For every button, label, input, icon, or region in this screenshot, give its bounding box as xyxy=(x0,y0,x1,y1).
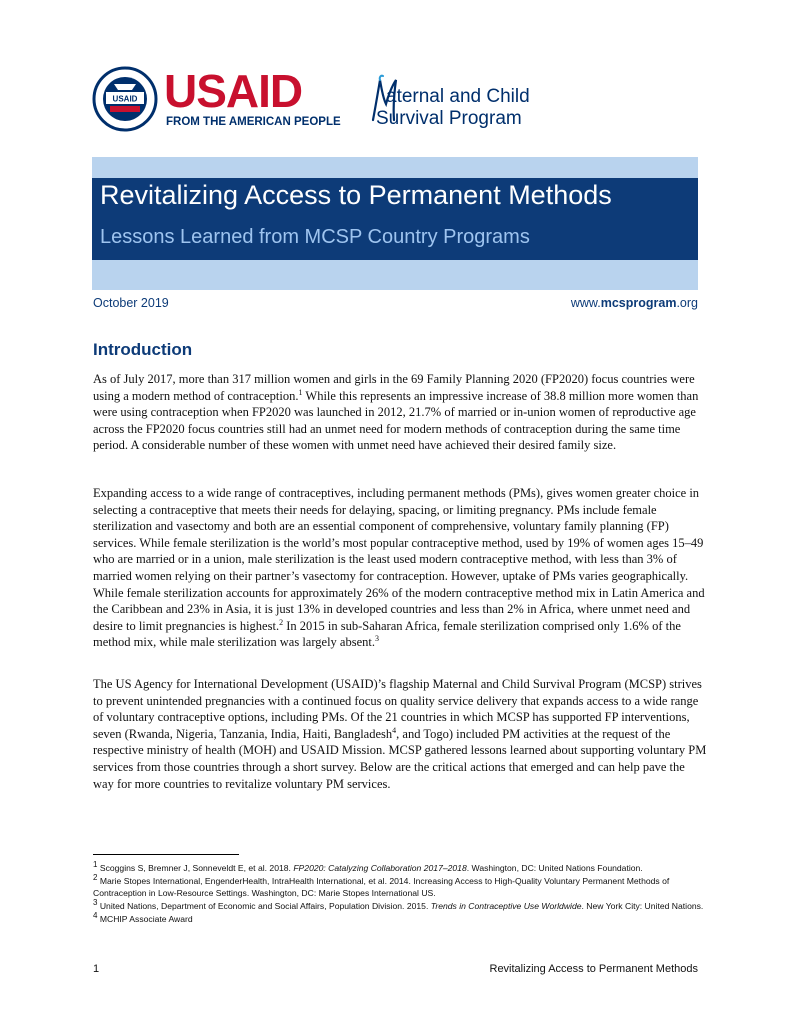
fn1-text-b: . Washington, DC: United Nations Foundation. xyxy=(466,863,643,873)
p1-text-a: As of July 2017, more than 317 million women and girls in the 69 Family Planning 2020 (FP2020) focus countries were using a modern method of contraception. xyxy=(93,372,695,403)
fn3-text-a: United Nations, Department of Economic and Social Affairs, Population Division. 2015. xyxy=(97,901,431,911)
section-heading: Introduction xyxy=(93,340,193,359)
document-title: Revitalizing Access to Permanent Methods xyxy=(100,180,612,210)
footnote-ref-2: 2 xyxy=(279,617,284,627)
footnote-ref-3: 3 xyxy=(375,634,379,644)
paragraph-3 xyxy=(93,676,707,792)
fn3-number: 3 xyxy=(93,898,98,908)
footnote-divider xyxy=(93,854,239,855)
mcsp-line2: Survival Program xyxy=(376,108,522,129)
usaid-seal-icon xyxy=(92,66,158,132)
fn2-text: Marie Stopes International, EngenderHealth, IntraHealth International, et al. 2014. Increasing Access to High-Quality Voluntary Permanent Methods of Contraception in Low-Resource Settings. Washington, DC: Marie Stopes International US. xyxy=(93,876,670,898)
footnote-2 xyxy=(93,875,707,899)
usaid-wordmark: USAID xyxy=(164,65,303,117)
footnote-1 xyxy=(93,862,707,874)
footnote-3 xyxy=(93,900,707,912)
footnote-ref-4: 4 xyxy=(392,725,397,735)
fn2-number: 2 xyxy=(93,873,98,883)
website-link[interactable] xyxy=(571,296,698,310)
paragraph-2 xyxy=(93,485,707,651)
page-number: 1 xyxy=(93,963,100,975)
fn1-title: FP2020: Catalyzing Collaboration 2017–2018 xyxy=(293,863,467,873)
document-subtitle: Lessons Learned from MCSP Country Programs xyxy=(100,226,530,248)
banner-bottom-band xyxy=(92,260,698,290)
p2-text-a: Expanding access to a wide range of contraceptives, including permanent methods (PMs), gives women greater choice in selecting a contraceptive that meets their needs for delaying, spacing, or limiting pregnancy. PMs include female sterilization and vasectomy and both are an essential component of comprehensive, voluntary family planning (FP) services. While female sterilization is the world’s most popular contraceptive method, used by 19% of women ages 15–49 who are married or in a union, male sterilization is the least used modern contraceptive method, with less than 3% of married women relying on their partner’s vasectomy for contraception. However, uptake of PMs varies geographically. While female sterilization accounts for approximately 26% of the modern contraceptive method mix in Latin America and the Caribbean and 23% in Asia, it is just 13% in developed countries and less than 2% in Africa, where unmet need and desire to limit pregnancies is highest. xyxy=(93,486,705,633)
fn1-number: 1 xyxy=(93,860,98,870)
fn4-text: MCHIP Associate Award xyxy=(97,914,193,924)
p2-text-b: In 2015 in sub-Saharan Africa, female sterilization comprised only 1.6% of the method mix, while male sterilization was largely absent. xyxy=(93,618,681,650)
fn3-text-b: . New York City: United Nations. xyxy=(581,901,704,911)
url-bold: mcsprogram xyxy=(600,296,677,310)
fn1-text-a: Scoggins S, Bremner J, Sonneveldt E, et al. 2018. xyxy=(97,863,294,873)
paragraph-1 xyxy=(93,371,707,454)
mcsp-line1: aternal and Child xyxy=(386,86,530,107)
banner-top-band xyxy=(92,157,698,178)
p3-text-a: The US Agency for International Development (USAID)’s flagship Maternal and Child Survival Program (MCSP) strives to prevent unintended pregnancies with a continued focus on quality service delivery that expands access to a wide range of voluntary contraceptive options, including PMs. Of the 21 countries in which MCSP has supported FP interventions, seven (Rwanda, Nigeria, Tanzania, India, Haiti, Bangladesh xyxy=(93,677,702,741)
fn4-number: 4 xyxy=(93,911,98,921)
usaid-logo xyxy=(92,65,341,136)
url-suffix: .org xyxy=(676,296,698,310)
footnote-4 xyxy=(93,913,707,925)
footnotes xyxy=(93,862,707,926)
p3-text-b: , and Togo) included PM activities at the request of the respective ministry of health (MOH) and USAID Mission. MCSP gathered lessons learned about supporting voluntary PM services from those countries through a short survey. Below are the critical actions that emerged and can help pave the way for more countries to revitalize voluntary PM services. xyxy=(93,726,707,791)
fn3-title: Trends in Contraceptive Use Worldwide xyxy=(430,901,582,911)
p1-text-b: While this represents an impressive increase of 38.8 million more women than were using contraception when FP2020 was launched in 2012, 21.7% of married or in-union women of reproductive age across the FP2020 focus countries still had an unmet need for modern methods of contraception during the same time period. A considerable number of these women with unmet need have achieved their desired family size. xyxy=(93,388,699,453)
url-prefix: www. xyxy=(570,296,601,310)
publication-date: October 2019 xyxy=(93,296,169,310)
seal-badge-text: USAID xyxy=(112,94,138,104)
footnote-ref-1: 1 xyxy=(298,387,303,397)
running-footer-title: Revitalizing Access to Permanent Methods xyxy=(489,963,698,975)
usaid-tagline: FROM THE AMERICAN PEOPLE xyxy=(166,116,341,128)
mcsp-logo xyxy=(370,80,570,140)
